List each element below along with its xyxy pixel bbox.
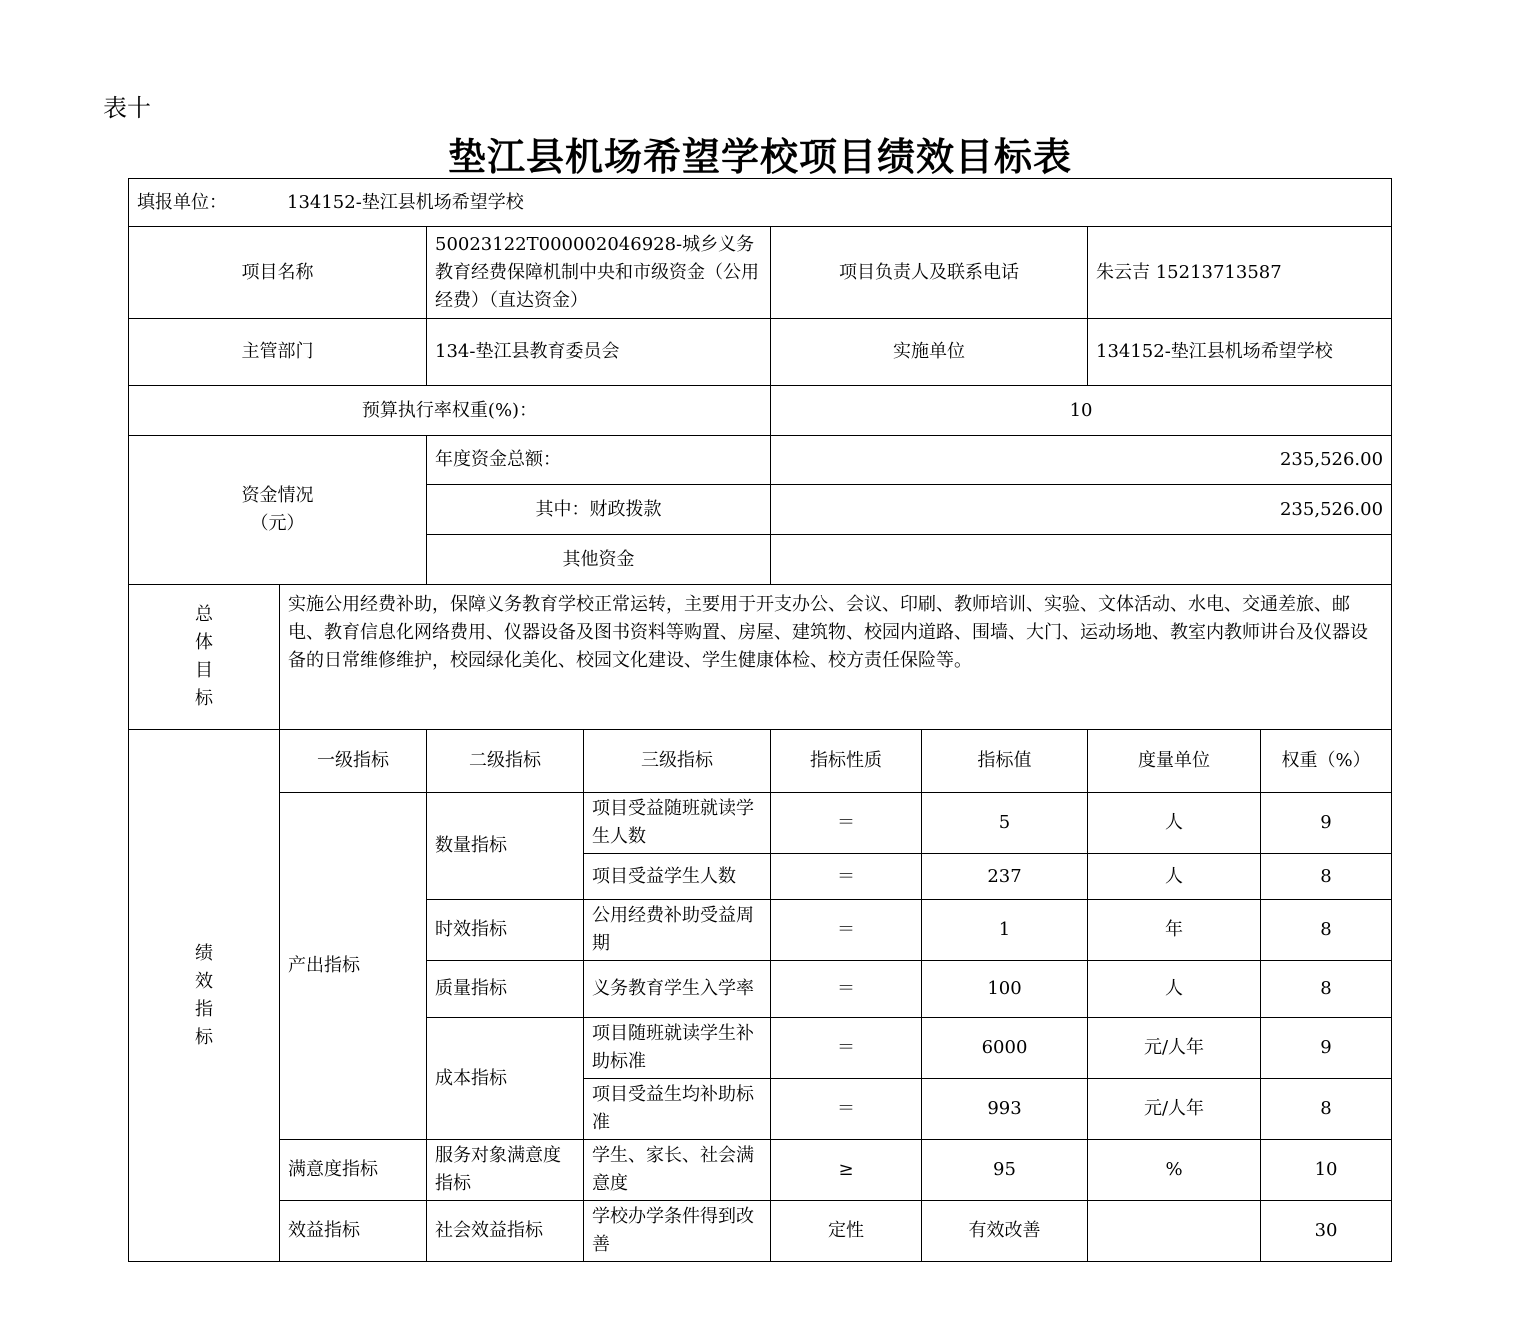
indicator-weight: 8 <box>1261 961 1392 1018</box>
indicator-name: 项目随班就读学生补助标准 <box>584 1018 771 1079</box>
level2-quality: 质量指标 <box>427 961 584 1018</box>
other-funds-label: 其他资金 <box>427 535 771 585</box>
indicator-weight: 8 <box>1261 854 1392 900</box>
project-name-label: 项目名称 <box>129 227 427 319</box>
indicator-unit: 人 <box>1088 793 1261 854</box>
indicator-value: 1 <box>922 900 1088 961</box>
header-unit: 度量单位 <box>1088 730 1261 793</box>
level2-cost: 成本指标 <box>427 1018 584 1140</box>
indicator-name: 义务教育学生入学率 <box>584 961 771 1018</box>
header-nature: 指标性质 <box>771 730 922 793</box>
indicator-name: 公用经费补助受益周期 <box>584 900 771 961</box>
level1-benefit: 效益指标 <box>280 1201 427 1262</box>
overall-goal-char: 总 <box>195 604 213 625</box>
indicator-unit: 人 <box>1088 961 1261 1018</box>
indicator-name: 学校办学条件得到改善 <box>584 1201 771 1262</box>
level2-timeliness: 时效指标 <box>427 900 584 961</box>
perf-char: 效 <box>195 970 213 992</box>
page-title: 垫江县机场希望学校项目绩效目标表 <box>447 134 1072 179</box>
indicator-value: 993 <box>922 1079 1088 1140</box>
indicator-header-row <box>129 730 1392 793</box>
indicator-nature: ＝ <box>771 793 922 854</box>
other-funds-value <box>771 535 1392 585</box>
fiscal-value: 235,526.00 <box>771 485 1392 535</box>
indicator-unit: 元/人年 <box>1088 1018 1261 1079</box>
indicator-unit <box>1088 1201 1261 1262</box>
indicator-weight: 30 <box>1261 1201 1392 1262</box>
indicator-value: 有效改善 <box>922 1201 1088 1262</box>
indicator-nature: ＝ <box>771 961 922 1018</box>
project-lead-label: 项目负责人及联系电话 <box>771 227 1088 319</box>
perf-char: 绩 <box>195 942 213 964</box>
level1-output: 产出指标 <box>280 793 427 1140</box>
indicator-value: 5 <box>922 793 1088 854</box>
indicator-name: 学生、家长、社会满意度 <box>584 1140 771 1201</box>
indicator-weight: 9 <box>1261 1018 1392 1079</box>
funds-label-line1: 资金情况 <box>241 485 314 506</box>
indicator-nature: ＝ <box>771 900 922 961</box>
indicator-weight: 8 <box>1261 900 1392 961</box>
project-lead-value: 朱云吉 15213713587 <box>1088 227 1392 319</box>
funds-label <box>129 436 427 585</box>
overall-goal-char: 体 <box>195 632 213 653</box>
table-row <box>129 1140 1392 1201</box>
performance-target-table <box>128 178 1392 1262</box>
level2-social: 社会效益指标 <box>427 1201 584 1262</box>
dept-row <box>129 319 1392 386</box>
indicator-weight: 10 <box>1261 1140 1392 1201</box>
filing-unit-value: 134152-垫江县机场希望学校 <box>287 191 524 213</box>
header-level3: 三级指标 <box>584 730 771 793</box>
perf-indicator-label <box>129 730 280 1262</box>
funds-label-line2: （元） <box>250 513 305 534</box>
indicator-nature: 定性 <box>771 1201 922 1262</box>
indicator-value: 6000 <box>922 1018 1088 1079</box>
header-value: 指标值 <box>922 730 1088 793</box>
header-level2: 二级指标 <box>427 730 584 793</box>
indicator-name: 项目受益生均补助标准 <box>584 1079 771 1140</box>
indicator-nature: ＝ <box>771 1018 922 1079</box>
level1-satisfaction: 满意度指标 <box>280 1140 427 1201</box>
table-label: 表十 <box>103 94 151 122</box>
perf-char: 标 <box>195 1026 213 1048</box>
indicator-nature: ＝ <box>771 1079 922 1140</box>
indicator-nature: ≥ <box>771 1140 922 1201</box>
indicator-name: 项目受益学生人数 <box>584 854 771 900</box>
dept-value: 134-垫江县教育委员会 <box>427 319 771 386</box>
annual-total-label: 年度资金总额： <box>427 436 771 485</box>
indicator-unit: 人 <box>1088 854 1261 900</box>
table-row <box>129 1201 1392 1262</box>
indicator-weight: 9 <box>1261 793 1392 854</box>
indicator-weight: 8 <box>1261 1079 1392 1140</box>
header-level1: 一级指标 <box>280 730 427 793</box>
budget-weight-row <box>129 386 1392 436</box>
perf-char: 指 <box>195 998 213 1020</box>
indicator-value: 237 <box>922 854 1088 900</box>
header-weight: 权重（%） <box>1261 730 1392 793</box>
indicator-name: 项目受益随班就读学生人数 <box>584 793 771 854</box>
project-name-row <box>129 227 1392 319</box>
filing-unit-row <box>129 179 1392 227</box>
indicator-nature: ＝ <box>771 854 922 900</box>
table-row <box>129 793 1392 854</box>
dept-label: 主管部门 <box>129 319 427 386</box>
annual-total-value: 235,526.00 <box>771 436 1392 485</box>
overall-goal-text: 实施公用经费补助，保障义务教育学校正常运转，主要用于开支办公、会议、印刷、教师培训、实验、文体活动、水电、交通差旅、邮电、教育信息化网络费用、仪器设备及图书资料等购置、房屋、建筑物、校园内道路、围墙、大门、运动场地、教室内教师讲台及仪器设备的日常维修维护，校园绿化美化、校园文化建设、学生健康体检、校方责任保险等。 <box>280 585 1392 730</box>
level2-quantity: 数量指标 <box>427 793 584 900</box>
overall-goal-label <box>129 585 280 730</box>
fiscal-label: 其中：财政拨款 <box>427 485 771 535</box>
indicator-value: 100 <box>922 961 1088 1018</box>
project-name-value: 50023122T000002046928-城乡义务教育经费保障机制中央和市级资金（公用经费）（直达资金） <box>427 227 771 319</box>
funds-total-row <box>129 436 1392 485</box>
impl-unit-label: 实施单位 <box>771 319 1088 386</box>
budget-weight-label: 预算执行率权重(%)： <box>129 386 771 436</box>
filing-unit-cell <box>129 179 1392 227</box>
level2-satisfaction: 服务对象满意度指标 <box>427 1140 584 1201</box>
overall-goal-row <box>129 585 1392 730</box>
overall-goal-char: 标 <box>195 688 213 709</box>
budget-weight-value: 10 <box>771 386 1392 436</box>
filing-unit-label: 填报单位： <box>137 191 227 213</box>
impl-unit-value: 134152-垫江县机场希望学校 <box>1088 319 1392 386</box>
indicator-unit: 元/人年 <box>1088 1079 1261 1140</box>
indicator-unit: 年 <box>1088 900 1261 961</box>
overall-goal-char: 目 <box>195 660 213 681</box>
indicator-unit: % <box>1088 1140 1261 1201</box>
indicator-value: 95 <box>922 1140 1088 1201</box>
